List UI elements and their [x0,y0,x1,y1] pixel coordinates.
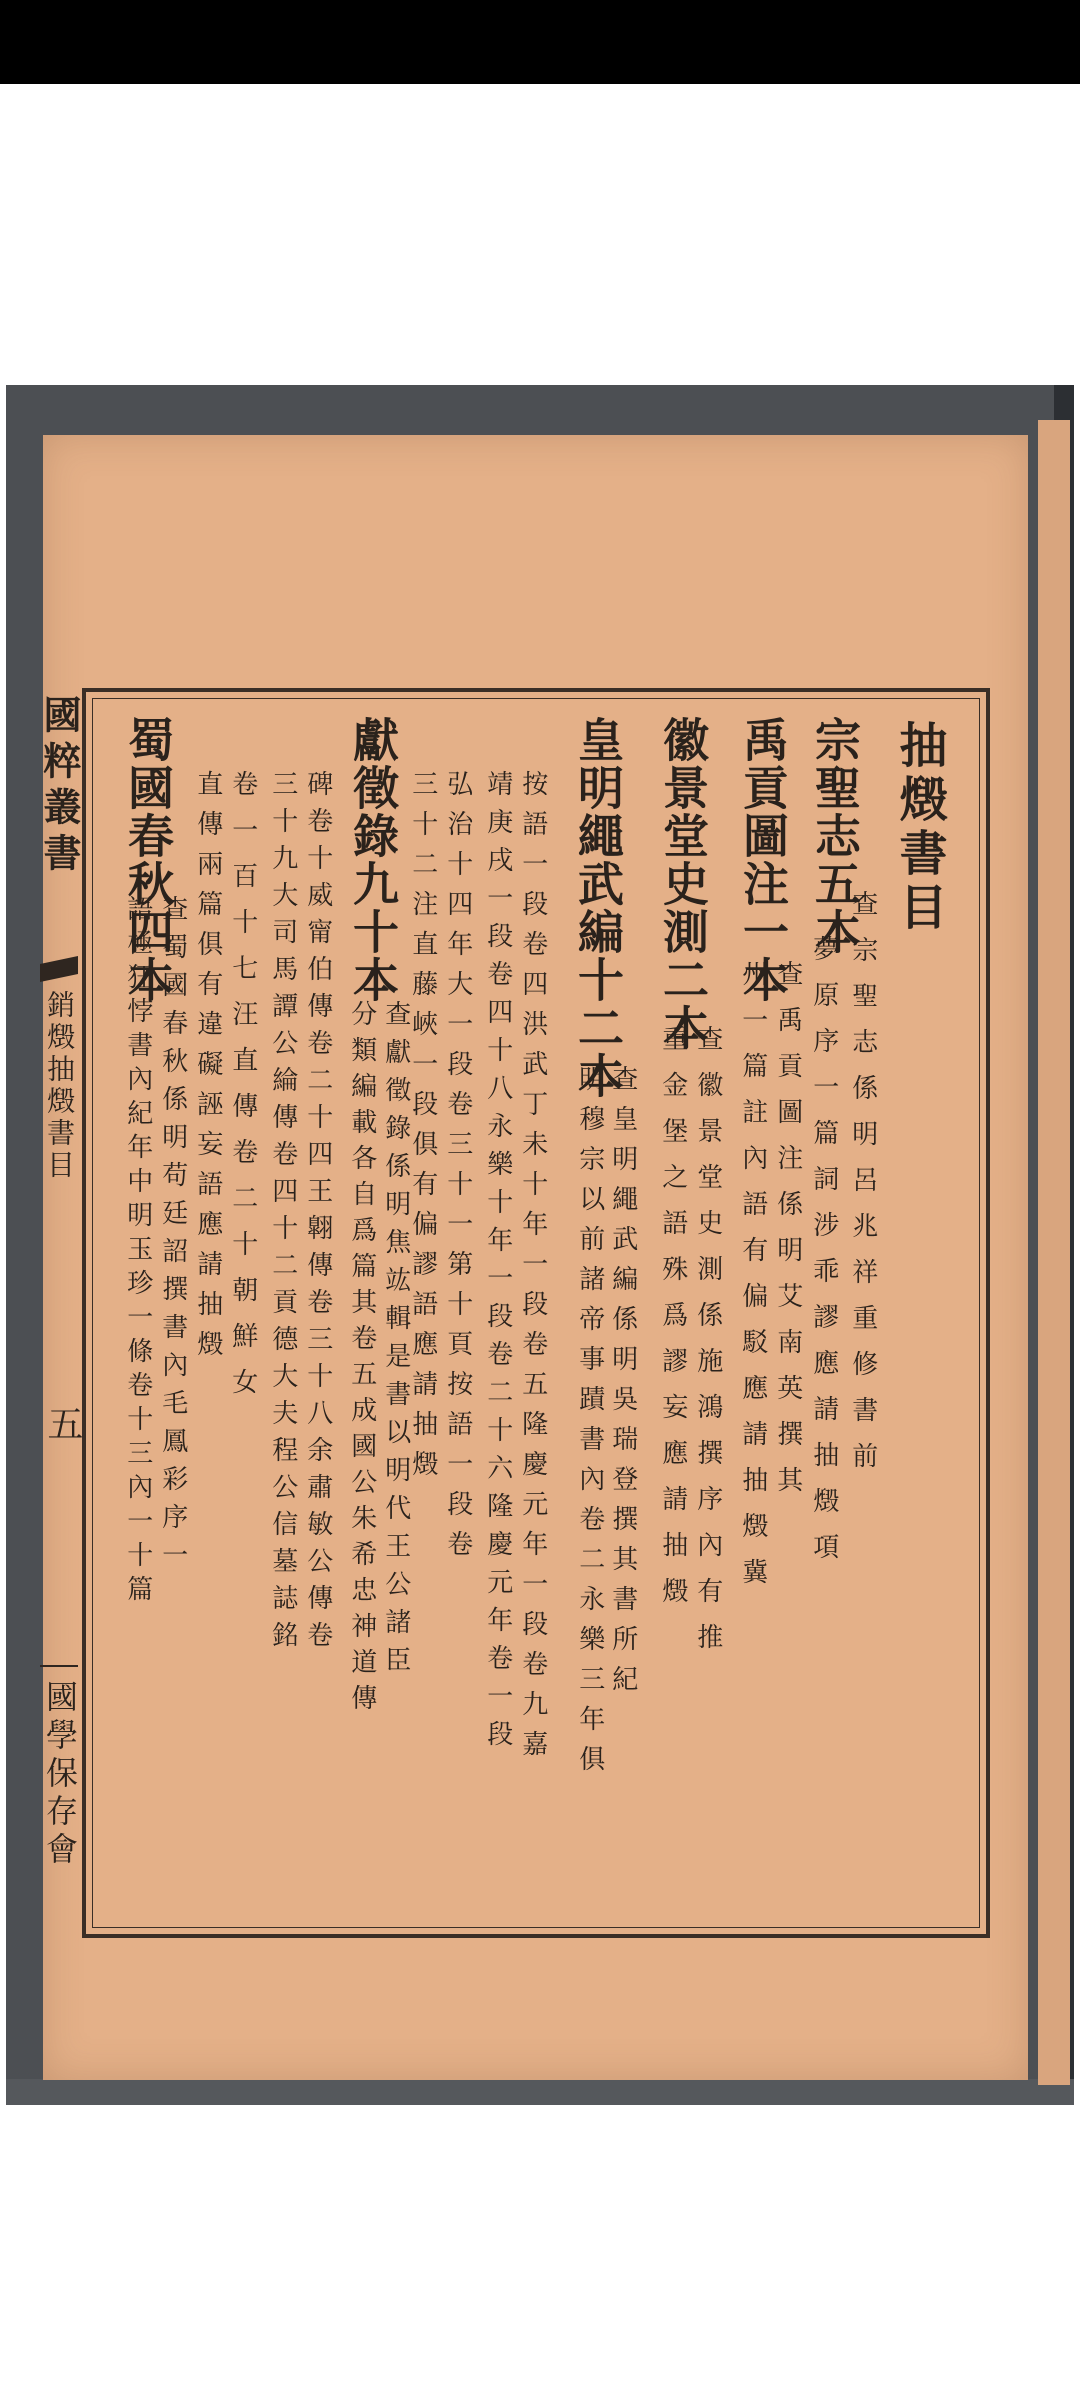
series-title: 國粹叢書 [37,695,82,879]
entry-note: 分類編載各自爲篇其卷五成國公朱希忠神道傳 [346,1000,377,1720]
entry-note: 碑卷十威甯伯傳卷二十四王翺傳卷三十八余肅敏公傳卷 [302,770,333,1658]
entry-note: 三十九大司馬譚公綸傳卷四十二貢德大夫程公信墓誌銘 [267,770,298,1658]
entry-note: 語極狂悖書內紀年中明玉珍一條卷十三內一十篇 [122,895,153,1609]
entry-note: 查獻徵錄係明焦竑輯是書以明代王公諸臣 [380,1000,411,1684]
entry-note: 查禹貢圖注係明艾南英撰其 [772,960,803,1512]
entry-note: 查宗聖志係明呂兆祥重修書前 [847,890,878,1488]
top-black-bar [0,0,1080,84]
scan-bottom-edge [6,2079,1074,2105]
entry-note: 三十二注直藤峽一段俱有偏謬語應請抽燬 [407,770,438,1490]
page-title: 抽燬書目 [891,720,947,936]
entry-note: 夢原序一篇詞涉乖謬應請抽燬項 [808,935,839,1579]
entry-note: 查徽景堂史測係施鴻撰序內有推 [692,1025,723,1669]
page-number: 五 [42,1405,83,1441]
entry-note: 重金堡之語殊爲謬妄應請抽燬 [657,1025,688,1623]
entry-heading: 皇明繩武編十二本 [571,716,625,1100]
entry-heading: 蜀國春秋四本 [121,716,175,1004]
margin-rule [40,1665,78,1667]
entry-note: 靖庚戌一段卷四十八永樂十年一段卷二十六隆慶元年卷一段 [482,770,513,1758]
entry-note: 查蜀國春秋係明苟廷詔撰書內毛鳳彩序一 [157,895,188,1579]
adjacent-page-edge [1038,420,1070,2085]
entry-heading: 獻徵錄九十本 [346,716,400,1004]
entry-heading: 徽景堂史測二本 [656,716,710,1052]
entry-heading: 禹貢圖注一本 [736,716,790,1004]
entry-note: 直傳兩篇俱有違礙誣妄語應請抽燬 [192,770,223,1370]
entry-note: 弘治十四年大一段卷三十一第十頁按語一段卷 [442,770,473,1570]
entry-note: 查皇明繩武編係明吳瑞登撰其書所紀 [607,1065,638,1705]
entry-heading: 宗聖志五本 [808,716,862,956]
entry-note: 按語一段卷四洪武丁未十年一段卷五隆慶元年一段卷九嘉 [517,770,548,1770]
publisher-name: 國學保存會 [41,1680,79,1870]
entry-note: 明穆宗以前諸帝事蹟書內卷二永樂三年俱 [574,1065,605,1785]
section-title: 銷燬抽燬書目 [43,990,76,1182]
entry-note: 州一篇註內語有偏駁應請抽燬冀 [737,960,768,1604]
entry-note: 卷一百十七汪直傳卷二十朝鮮女 [227,770,258,1414]
